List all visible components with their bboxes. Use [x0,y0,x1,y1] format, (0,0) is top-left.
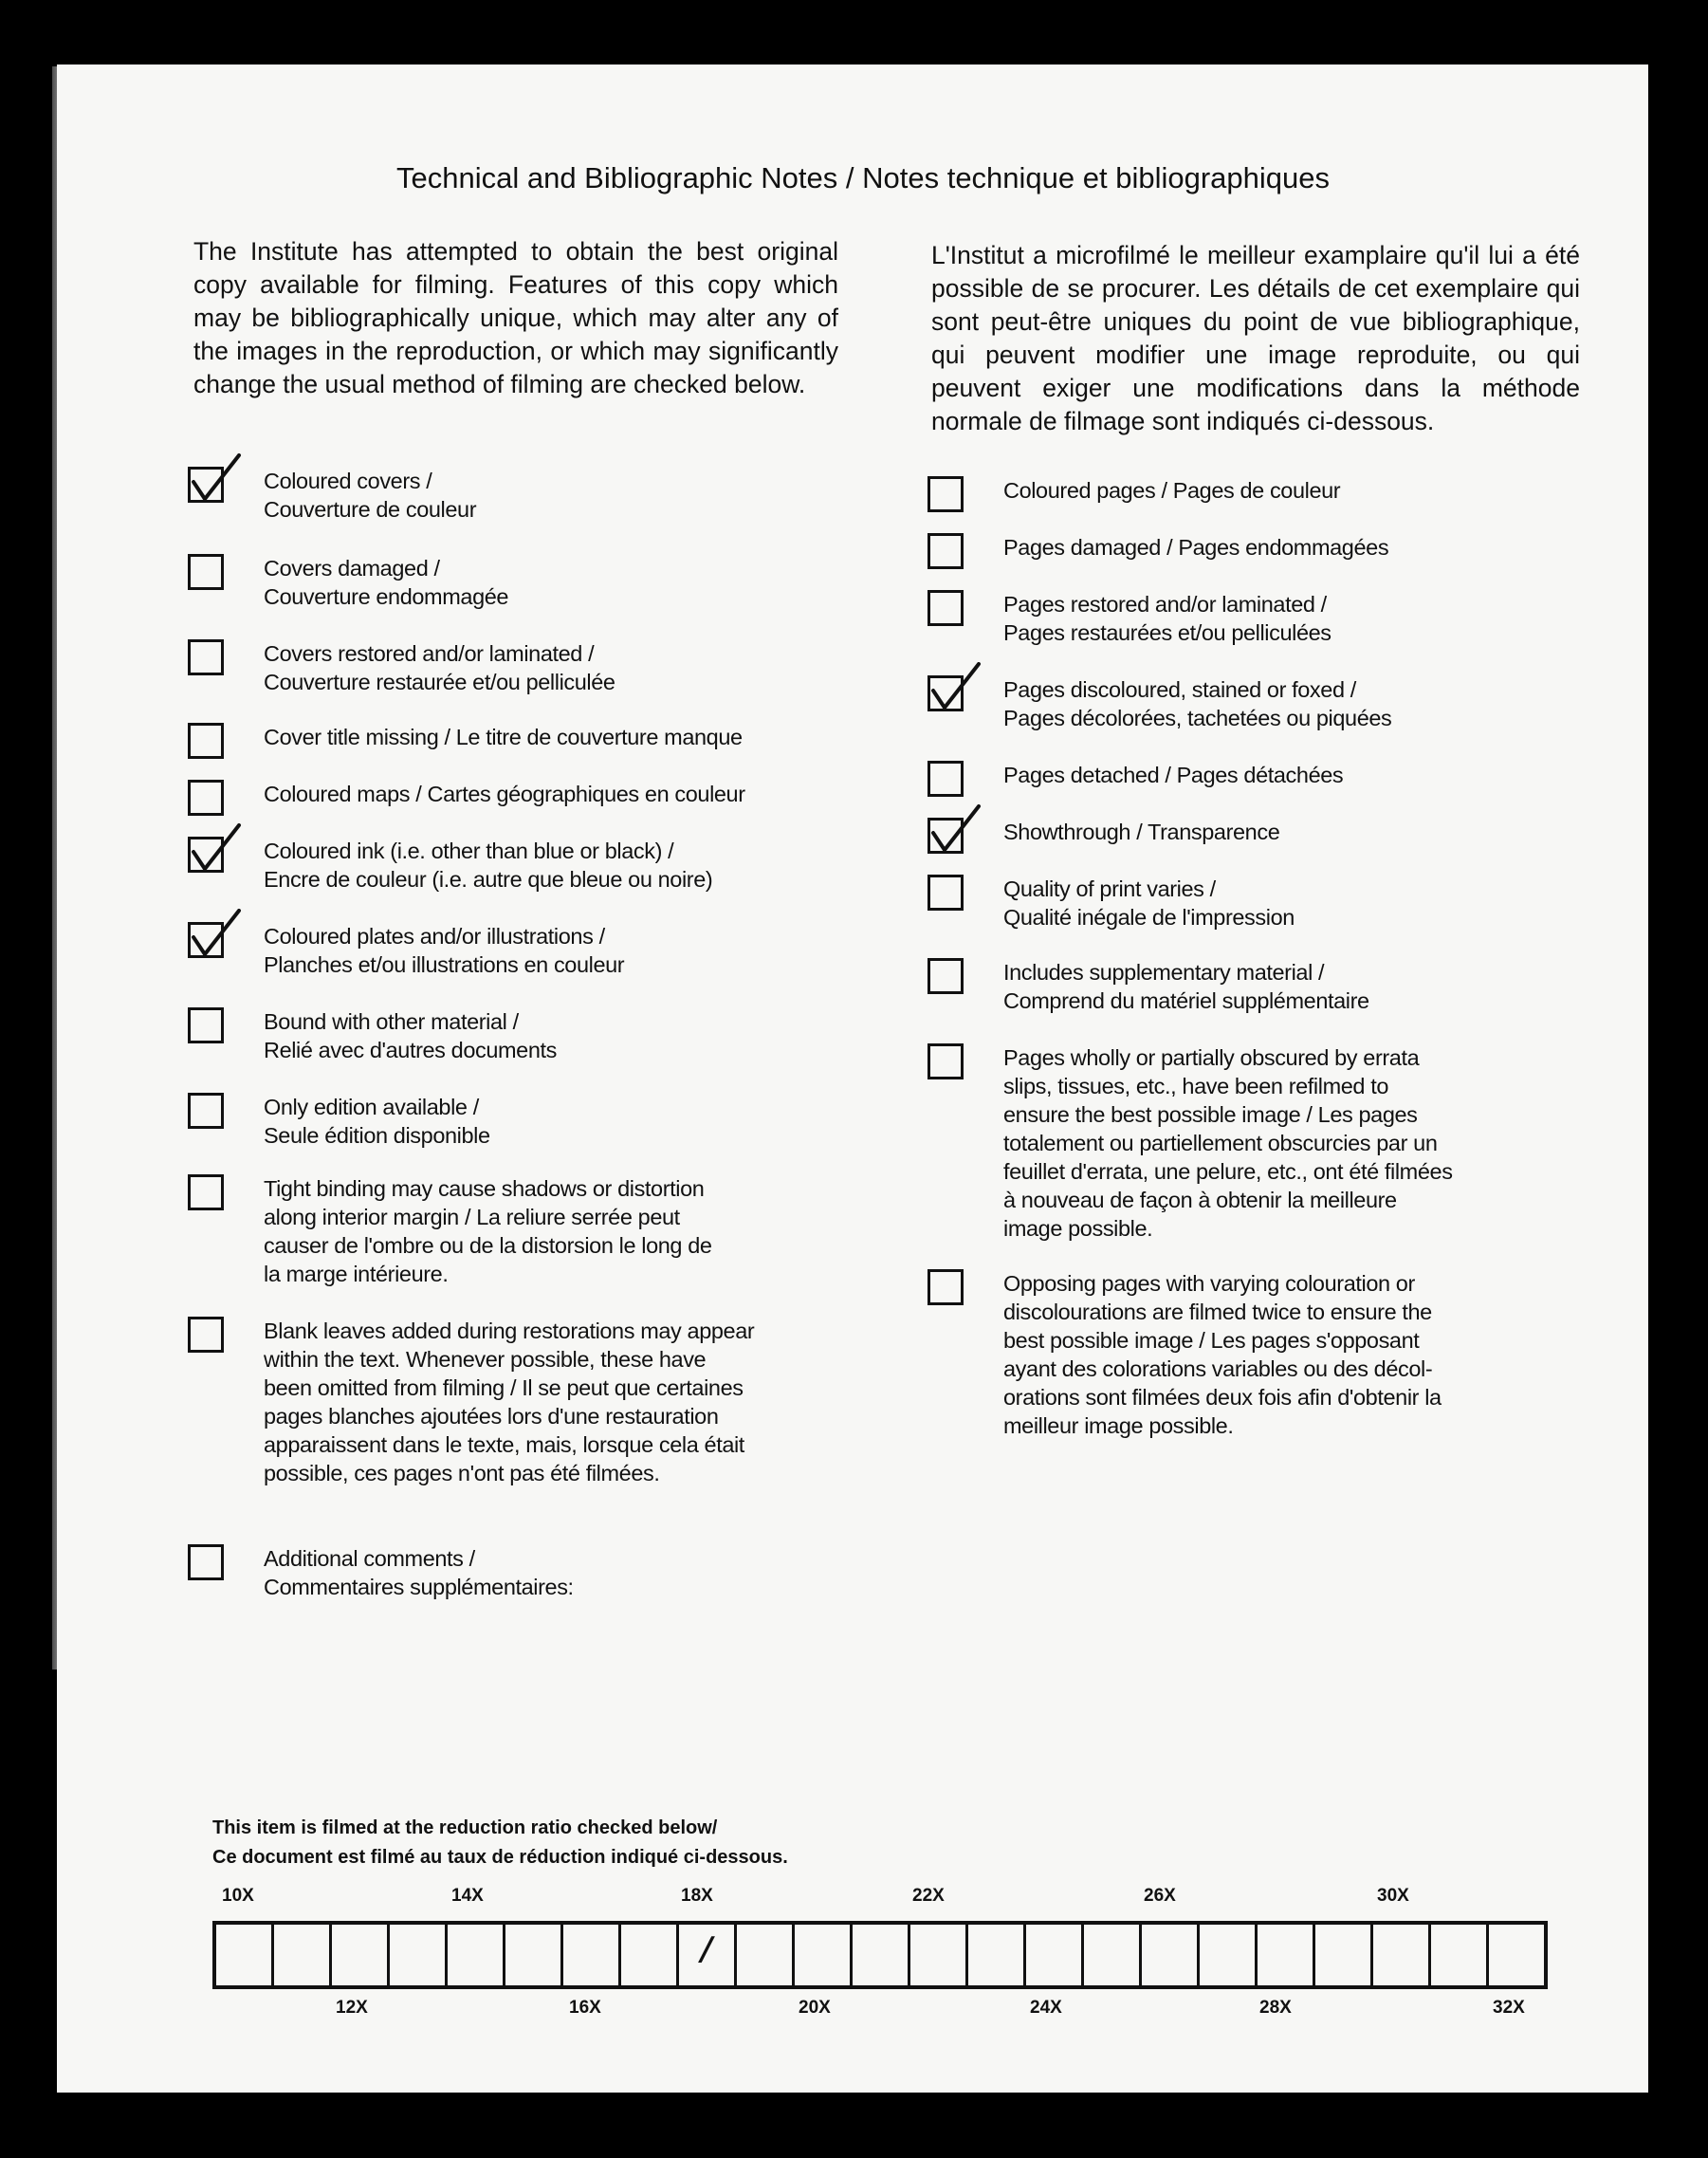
ratio-check-mark: / [700,1930,713,1968]
item-label-line: discolourations are filmed twice to ensure the [1003,1300,1432,1324]
item-label [264,780,745,808]
item-label-line: feuillet d'errata, une pelure, etc., ont été filmées [1003,1159,1453,1184]
item-label [264,723,743,751]
checkbox[interactable] [188,1093,224,1129]
checkbox[interactable] [927,476,964,512]
item-label-line: Additional comments / [264,1546,475,1571]
ratio-bottom-label: 32X [1493,1998,1525,2018]
item-label-line: totalement ou partiellement obscurcies par un [1003,1131,1438,1155]
check-mark-icon [188,823,245,876]
ratio-top-label: 10X [222,1886,254,1906]
item-label [264,1317,776,1487]
check-mark-icon [188,909,245,962]
item-label-line: Only edition available / [264,1095,479,1119]
ratio-cell[interactable] [332,1925,390,1985]
check-mark-icon [927,804,984,858]
ratio-top-label: 18X [681,1886,713,1906]
ratio-cell[interactable] [1489,1925,1544,1985]
item-label-line: Showthrough / Transparence [1003,820,1280,844]
item-label-line: Couverture restaurée et/ou pelliculée [264,670,615,694]
checkbox[interactable] [927,1043,964,1079]
item-label [264,922,624,979]
item-label-line: Covers damaged / [264,556,440,581]
ratio-cell[interactable] [505,1925,563,1985]
ratio-cell[interactable] [1026,1925,1084,1985]
item-label [1003,1043,1515,1243]
ratio-cell[interactable] [390,1925,448,1985]
checkbox[interactable] [927,590,964,626]
reduction-ratio-bar [212,1921,1548,1989]
checkbox[interactable] [927,875,964,911]
ratio-top-label: 30X [1377,1886,1409,1906]
page-title: Technical and Bibliographic Notes / Notes technique et bibliographiques [396,161,1331,194]
item-label [1003,675,1391,732]
ratio-cell[interactable] [1084,1925,1142,1985]
item-label-line: Covers restored and/or laminated / [264,641,595,666]
item-label-line: been omitted from filming / Il se peut que certaines [264,1375,744,1400]
item-label-line: Tight binding may cause shadows or distortion [264,1176,705,1201]
item-label [1003,818,1279,846]
intro-english: The Institute has attempted to obtain the best original copy available for filming. Features of this copy which may be bibliographically unique, which may alter any of the images in the reproduction, or which may significantly change the usual method of filming are checked below. [193,237,838,398]
item-label-line: Pages restaurées et/ou pelliculées [1003,620,1332,645]
ratio-top-label: 14X [451,1886,484,1906]
ratio-cell[interactable] [563,1925,621,1985]
ratio-cell[interactable] [621,1925,679,1985]
item-label [264,1093,490,1150]
item-label-line: Planches et/ou illustrations en couleur [264,952,625,977]
ratio-top-label: 22X [912,1886,945,1906]
checkbox[interactable] [927,958,964,994]
ratio-bottom-label: 28X [1259,1998,1292,2018]
item-label [1003,476,1340,505]
item-label [264,1544,574,1601]
checkbox[interactable] [188,1544,224,1580]
item-label [264,554,508,611]
item-label-line: Couverture endommagée [264,584,509,609]
check-mark-icon [188,453,245,507]
item-label-line: Coloured ink (i.e. other than blue or black) / [264,839,674,863]
ratio-cell[interactable] [274,1925,332,1985]
item-label-line: Coloured maps / Cartes géographiques en couleur [264,782,745,806]
item-label-line: apparaissent dans le texte, mais, lorsque cela était [264,1432,744,1457]
item-label-line: Coloured pages / Pages de couleur [1003,478,1341,503]
checkbox[interactable] [188,1174,224,1210]
ratio-cell[interactable] [853,1925,910,1985]
item-label-line: meilleur image possible. [1003,1413,1234,1438]
item-label-line: Quality of print varies / [1003,876,1216,901]
item-label-line: Pages discoloured, stained or foxed / [1003,677,1356,702]
item-label-line: Pages décolorées, tachetées ou piquées [1003,706,1392,730]
item-label-line: within the text. Whenever possible, these have [264,1347,707,1372]
checkbox[interactable] [188,1317,224,1353]
ratio-bottom-label: 16X [569,1998,601,2018]
item-label-line: Blank leaves added during restorations may appear [264,1319,755,1343]
check-mark-icon [927,662,984,715]
item-label-line: Seule édition disponible [264,1123,490,1148]
ratio-cell[interactable] [216,1925,274,1985]
ratio-bottom-label: 12X [336,1998,368,2018]
ratio-heading-french: Ce document est filmé au taux de réduction indiqué ci-dessous. [212,1847,788,1868]
ratio-cell[interactable] [737,1925,795,1985]
ratio-bottom-label: 20X [799,1998,831,2018]
item-label [264,1007,557,1064]
item-label-line: Opposing pages with varying colouration or [1003,1271,1415,1296]
item-label-line: Pages wholly or partially obscured by errata [1003,1045,1420,1070]
item-label [264,1174,776,1288]
ratio-cell[interactable] [968,1925,1026,1985]
checkbox[interactable] [188,780,224,816]
item-label [1003,1269,1515,1440]
reduction-ratio-heading [212,1814,788,1872]
item-label-line: à nouveau de façon à obtenir la meilleure [1003,1188,1397,1212]
item-label [264,467,476,524]
item-label-line: Pages restored and/or laminated / [1003,592,1327,617]
item-label-line: Includes supplementary material / [1003,960,1325,985]
checkbox[interactable] [188,639,224,675]
ratio-cell[interactable] [910,1925,968,1985]
ratio-bottom-label: 24X [1030,1998,1062,2018]
item-label-line: la marge intérieure. [264,1262,449,1286]
item-label-line: Commentaires supplémentaires: [264,1575,574,1599]
item-label-line: ayant des colorations variables ou des décol- [1003,1356,1433,1381]
ratio-heading-english: This item is filmed at the reduction ratio checked below/ [212,1817,718,1838]
item-label [1003,533,1388,562]
item-label-line: orations sont filmées deux fois afin d'obtenir la [1003,1385,1442,1410]
item-label-line: causer de l'ombre ou de la distorsion le long de [264,1233,712,1258]
item-label-line: Coloured plates and/or illustrations / [264,924,605,949]
item-label [1003,761,1343,789]
ratio-cell[interactable] [448,1925,505,1985]
checkbox[interactable] [188,554,224,590]
item-label-line: Couverture de couleur [264,497,477,522]
item-label [1003,875,1295,931]
ratio-cell[interactable] [679,1925,737,1985]
ratio-top-label: 26X [1144,1886,1176,1906]
item-label-line: Comprend du matériel supplémentaire [1003,988,1369,1013]
item-label-line: image possible. [1003,1216,1153,1241]
item-label-line: Encre de couleur (i.e. autre que bleue ou noire) [264,867,713,892]
item-label-line: Qualité inégale de l'impression [1003,905,1295,930]
ratio-cell[interactable] [1200,1925,1258,1985]
item-label-line: along interior margin / La reliure serrée peut [264,1205,680,1229]
ratio-cell[interactable] [1315,1925,1373,1985]
item-label [264,639,615,696]
checkbox[interactable] [927,533,964,569]
item-label-line: Pages damaged / Pages endommagées [1003,535,1389,560]
item-label [1003,958,1369,1015]
checkbox[interactable] [188,723,224,759]
item-label-line: Coloured covers / [264,469,432,493]
item-label-line: Bound with other material / [264,1009,519,1034]
item-label-line: ensure the best possible image / Les pages [1003,1102,1418,1127]
item-label-line: slips, tissues, etc., have been refilmed to [1003,1074,1389,1098]
checkbox[interactable] [927,761,964,797]
checkbox[interactable] [188,1007,224,1043]
item-label-line: pages blanches ajoutées lors d'une restauration [264,1404,719,1429]
item-label [264,837,712,894]
item-label-line: best possible image / Les pages s'opposant [1003,1328,1420,1353]
item-label-line: Cover title missing / Le titre de couverture manque [264,725,743,749]
checkbox[interactable] [927,1269,964,1305]
item-label-line: Pages detached / Pages détachées [1003,763,1344,787]
item-label-line: possible, ces pages n'ont pas été filmées. [264,1461,660,1485]
ratio-cell[interactable] [1431,1925,1489,1985]
item-label-line: Relié avec d'autres documents [264,1038,558,1062]
intro-french: L'Institut a microfilmé le meilleur examplaire qu'il lui a été possible de se procurer. Les détails de cet exemplaire qui sont peut-être uniques du point de vue bibliographique, qui peuvent modifier une image reproduite, ou qui peuvent exiger une modifications dans la méthode normale de filmage sont indiqués ci-dessous. [931,241,1580,435]
ratio-cell[interactable] [1258,1925,1315,1985]
item-label [1003,590,1332,647]
ratio-cell[interactable] [1373,1925,1431,1985]
ratio-cell[interactable] [795,1925,853,1985]
ratio-cell[interactable] [1142,1925,1200,1985]
